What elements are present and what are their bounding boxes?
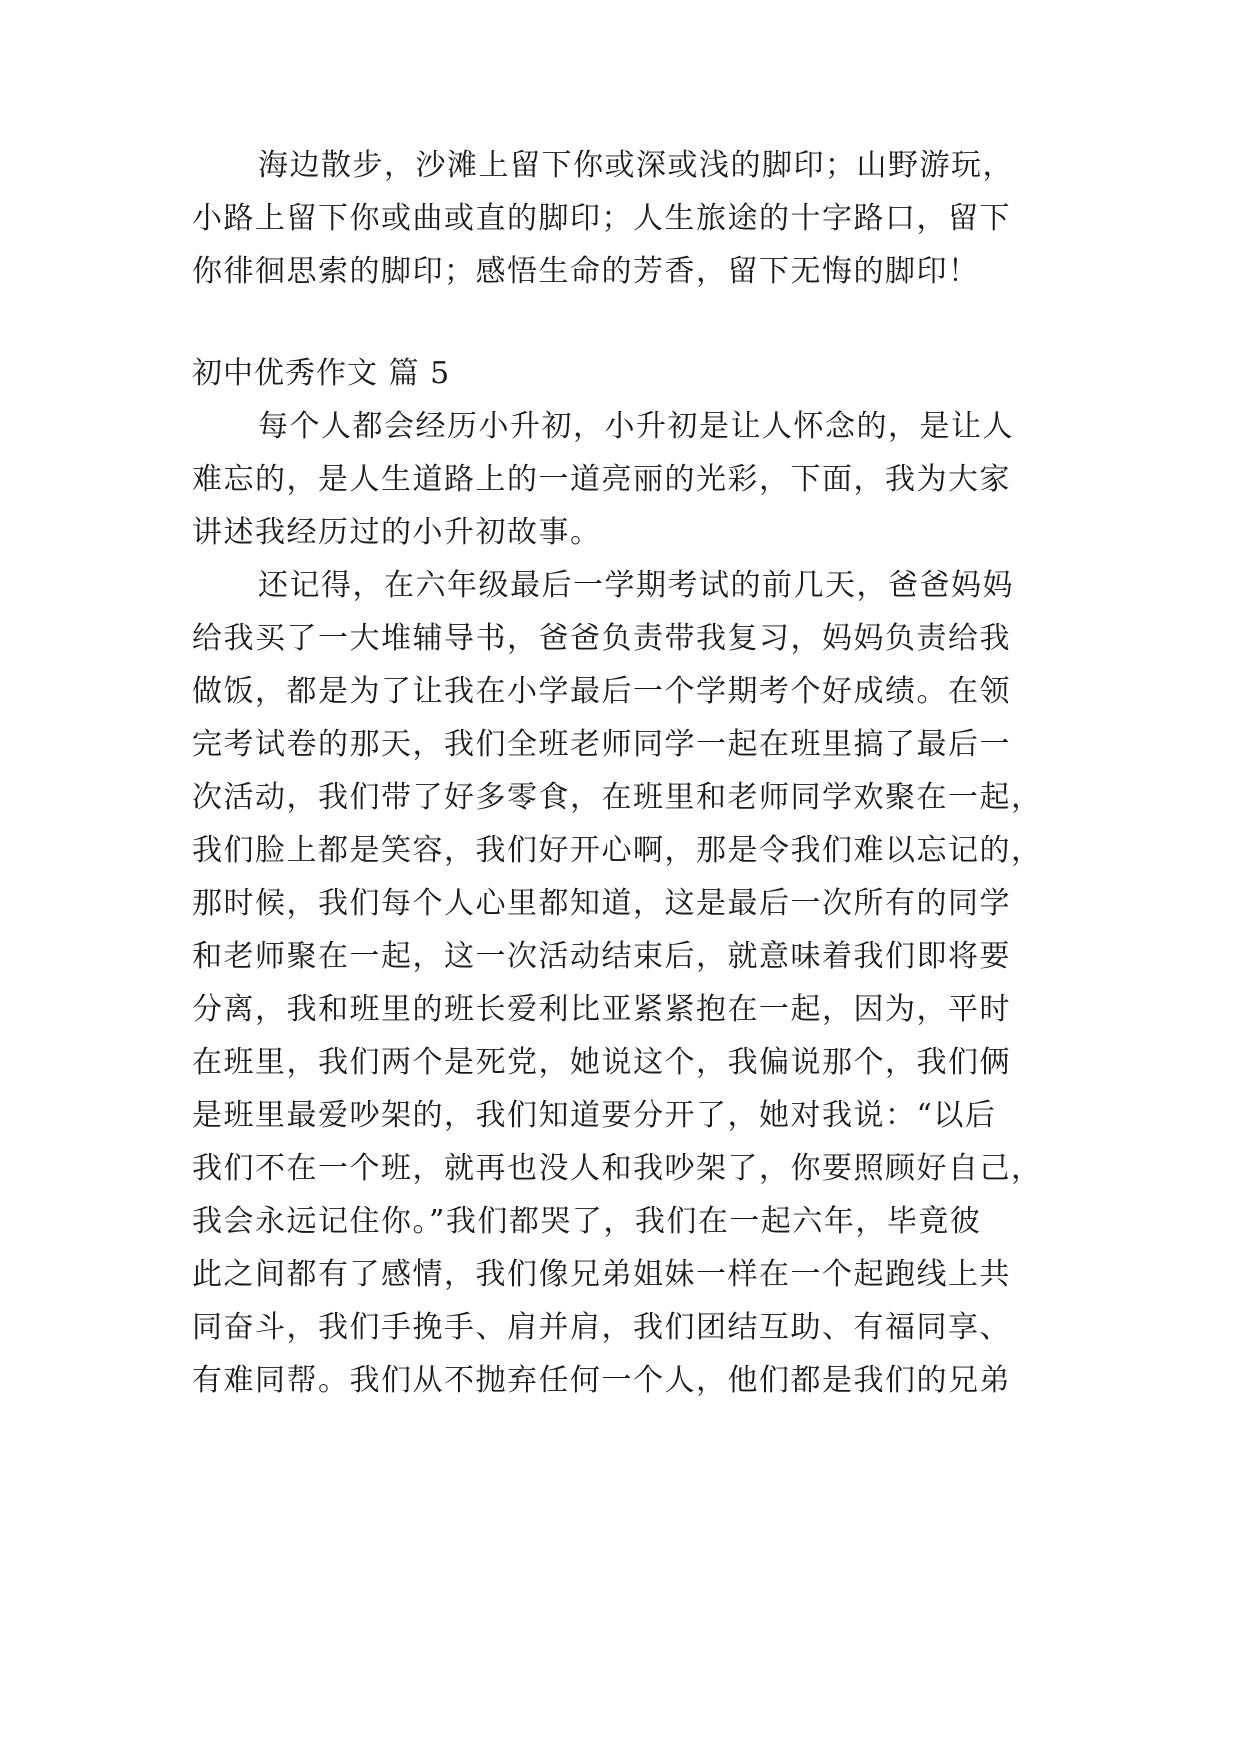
paragraph-3-line-15: 同奋斗，我们手挽手、肩并肩，我们团结互助、有福同享、 [192, 1310, 1011, 1345]
paragraph-3-line-14: 此之间都有了感情，我们像兄弟姐妹一样在一个起跑线上共 [192, 1257, 1011, 1292]
paragraph-3-line-1: 还记得，在六年级最后一学期考试的前几天，爸爸妈妈 [258, 568, 1014, 603]
paragraph-3-line-2: 给我买了一大堆辅导书，爸爸负责带我复习，妈妈负责给我 [192, 621, 1011, 656]
paragraph-3-line-4: 完考试卷的那天，我们全班老师同学一起在班里搞了最后一 [192, 727, 1011, 762]
paragraph-3-line-5: 次活动，我们带了好多零食，在班里和老师同学欢聚在一起， [192, 780, 1043, 815]
section-heading: 初中优秀作文 篇 5 [192, 356, 451, 391]
paragraph-1-line-3: 你徘徊思索的脚印；感悟生命的芳香，留下无悔的脚印！ [192, 254, 980, 289]
paragraph-2-line-2: 难忘的，是人生道路上的一道亮丽的光彩，下面，我为大家 [192, 462, 1011, 497]
paragraph-3-line-8: 和老师聚在一起，这一次活动结束后，就意味着我们即将要 [192, 939, 1011, 974]
paragraph-3-line-3: 做饭，都是为了让我在小学最后一个学期考个好成绩。在领 [192, 674, 1011, 709]
paragraph-3-line-9: 分离，我和班里的班长爱利比亚紧紧抱在一起，因为，平时 [192, 992, 1011, 1027]
paragraph-1-line-2: 小路上留下你或曲或直的脚印；人生旅途的十字路口，留下 [192, 201, 1011, 236]
paragraph-3-line-16: 有难同帮。我们从不抛弃任何一个人，他们都是我们的兄弟 [192, 1363, 1011, 1398]
paragraph-3-line-6: 我们脸上都是笑容，我们好开心啊，那是令我们难以忘记的， [192, 833, 1043, 868]
paragraph-3-line-13: 我会永远记住你。”我们都哭了，我们在一起六年，毕竟彼 [192, 1204, 982, 1239]
paragraph-3-line-7: 那时候，我们每个人心里都知道，这是最后一次所有的同学 [192, 886, 1011, 921]
paragraph-3-line-12: 我们不在一个班，就再也没人和我吵架了，你要照顾好自己， [192, 1151, 1043, 1186]
paragraph-3-line-10: 在班里，我们两个是死党，她说这个，我偏说那个，我们俩 [192, 1045, 1011, 1080]
paragraph-3-line-11: 是班里最爱吵架的，我们知道要分开了，她对我说：“以后 [192, 1098, 997, 1133]
paragraph-2-line-3: 讲述我经历过的小升初故事。 [192, 515, 602, 550]
paragraph-1-line-1: 海边散步，沙滩上留下你或深或浅的脚印；山野游玩， [258, 148, 1014, 183]
paragraph-2-line-1: 每个人都会经历小升初，小升初是让人怀念的，是让人 [258, 409, 1014, 444]
